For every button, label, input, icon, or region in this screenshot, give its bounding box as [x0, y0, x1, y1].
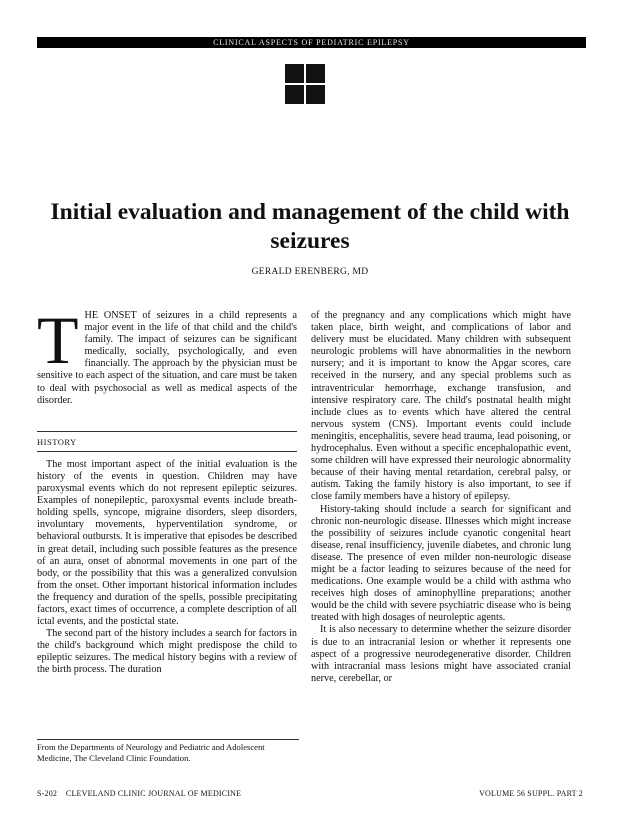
- history-section: [37, 431, 297, 677]
- running-header-text: CLINICAL ASPECTS OF PEDIATRIC EPILEPSY: [213, 38, 410, 47]
- right-paragraph-2: History-taking should include a search for significant and chronic non-neurologic disease. Illnesses which might increase the possibility of seizures include cyanotic congenital heart disease, renal insufficiency, juvenile diabetes, and chronic lung disease. The presence of even milder non-neurologic disease might be a factor leading to seizures because of the need for medications. One example would be a child with asthma who receives high doses of aminophylline preparations; another would be the child with severe psychiatric disease who is being treated with high dosages of neuroleptic agents.: [311, 503, 571, 624]
- right-paragraph-1: of the pregnancy and any complications which might have taken place, birth weight, and complications of labor and delivery must be elucidated. Many children with subsequent neurologic problems will have abnormalities in the newborn nursery; and it is important to know the Apgar scores, care received in the nursery, and any special problems such as intraventricular hemorrhage, exchange transfusion, and intensive respiratory care. The child's postnatal health might include clues as to events which have altered the central nervous system (CNS). Important events could include meningitis, encephalitis, severe head trauma, lead poisoning, or hydrocephalus. Even without a specific encephalopathic event, some children will have expressed their neurologic abnormality because of their having mental retardation, cerebral palsy, or autism. Taking the family history is also important, to see if close family members have a history of epilepsy.: [311, 310, 571, 503]
- footer-journal: S-202 CLEVELAND CLINIC JOURNAL OF MEDICINE: [37, 789, 242, 798]
- article-title: Initial evaluation and management of the child with seizures: [50, 199, 570, 254]
- author-name: GERALD ERENBERG, MD: [251, 267, 369, 277]
- right-paragraph-3: It is also necessary to determine whether the seizure disorder is due to an intracranial lesion or whether it represents one aspect of a progressive neurodegenerative disorder. Children with intracranial mass lesions might have associated cranial nerve, cerebellar, or: [311, 624, 571, 684]
- intro-paragraph: [37, 302, 297, 407]
- section-rule-bottom: [37, 451, 297, 452]
- history-paragraph-2: The second part of the history includes a search for factors in the child's background which might predispose the child to epileptic seizures. The medical history begins with a review of the birth process. The duration: [37, 628, 297, 676]
- drop-cap: T: [37, 302, 79, 378]
- intro-text: HE ONSET of seizures in a child represents a major event in the life of that child and the child's family. The impact of seizures can be significant medically, socially, psychologically, and even financially. The approach by the physician must be sensitive to each aspect of the situation, and care must be taken to deal with psychosocial as well as medical aspects of the disorder.: [37, 310, 297, 406]
- black-square-cross-logo: [285, 64, 325, 104]
- left-column: [37, 302, 297, 677]
- history-paragraph-1: The most important aspect of the initial evaluation is the history of the events in question. Children may have paroxysmal events which do not represent epileptic seizures. Examples of nonepileptic, paroxysmal events include breath-holding spells, syncope, migraine disorders, sleep disorders, involuntary movements, hyperventilation syndrome, or behavioral outbursts. It is imperative that episodes be described in great detail, including such possible features as the presence of an aura, onset of abnormal movements in one part of the body, or the possibility that this was a generalized convulsion from the onset. Other important historical information includes the frequency and duration of the spells, possible precipitating factors, exact times of occurrence, a complete description of all ictal events, and the postictal state.: [37, 458, 297, 628]
- running-header: [37, 37, 586, 48]
- section-heading-history: HISTORY: [37, 436, 77, 447]
- footer-volume: VOLUME 56 SUPPL. PART 2: [479, 789, 583, 798]
- affiliation-footnote: From the Departments of Neurology and Pediatric and Adolescent Medicine, The Cleveland Clinic Foundation.: [37, 739, 299, 763]
- right-column: [311, 310, 571, 685]
